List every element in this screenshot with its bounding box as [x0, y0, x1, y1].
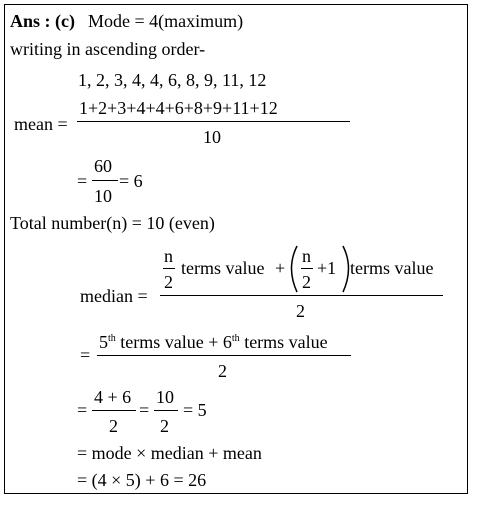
median2-terms2: terms value [244, 332, 328, 352]
mode-statement: Mode = 4(maximum) [88, 11, 244, 31]
median2-th: th [108, 333, 116, 344]
median2-terms1: terms value + 6 [120, 332, 232, 352]
median3-equals: = [77, 400, 88, 420]
median3-den2: 2 [160, 416, 169, 436]
mean-sum-numerator: 60 [94, 156, 112, 176]
mean-sum-denominator: 10 [94, 186, 112, 206]
median-plus-one: +1 [317, 258, 337, 278]
median3-num1: 4 + 6 [94, 387, 132, 407]
median2-fraction-bar [97, 355, 351, 356]
median2-denominator: 2 [218, 361, 227, 381]
sorted-sequence: 1, 2, 3, 4, 4, 6, 8, 9, 11, 12 [78, 70, 267, 90]
median3-result: = 5 [183, 400, 207, 420]
median-n: n [164, 246, 173, 266]
median-inner-n: n [302, 246, 311, 266]
mean-equals: = [77, 171, 88, 191]
median2-numerator [99, 332, 328, 356]
ascending-order-label: writing in ascending order- [10, 39, 206, 59]
median2-th2: th [231, 333, 240, 344]
mean-result: = 6 [119, 171, 143, 191]
median2-five: 5 [99, 332, 108, 352]
mean-denominator: 10 [203, 127, 221, 147]
median2-equals: = [80, 345, 91, 365]
final-line: = (4 × 5) + 6 = 26 [77, 470, 207, 490]
mean-label: mean = [14, 114, 68, 134]
mean-numerator: 1+2+3+4+4+6+8+9+11+12 [79, 98, 278, 118]
formula-line: = mode × median + mean [77, 443, 262, 463]
median-label: median = [80, 286, 148, 306]
median-terms-value: terms value [181, 258, 265, 278]
median3-den1: 2 [109, 416, 118, 436]
median3-bar2 [154, 410, 178, 411]
median-inner-bar [301, 268, 313, 269]
total-number-line: Total number(n) = 10 (even) [10, 213, 215, 233]
median-plus: + [275, 258, 286, 278]
median-denominator: 2 [296, 301, 305, 321]
median3-eq: = [139, 400, 150, 420]
median-fraction-bar [160, 295, 443, 296]
median-two: 2 [164, 272, 173, 292]
median-inner-two: 2 [302, 272, 311, 292]
median3-num2: 10 [156, 387, 174, 407]
answer-prefix: Ans : (c) [10, 11, 75, 31]
median3-bar1 [92, 410, 136, 411]
median-terms-value2: terms value [350, 258, 434, 278]
